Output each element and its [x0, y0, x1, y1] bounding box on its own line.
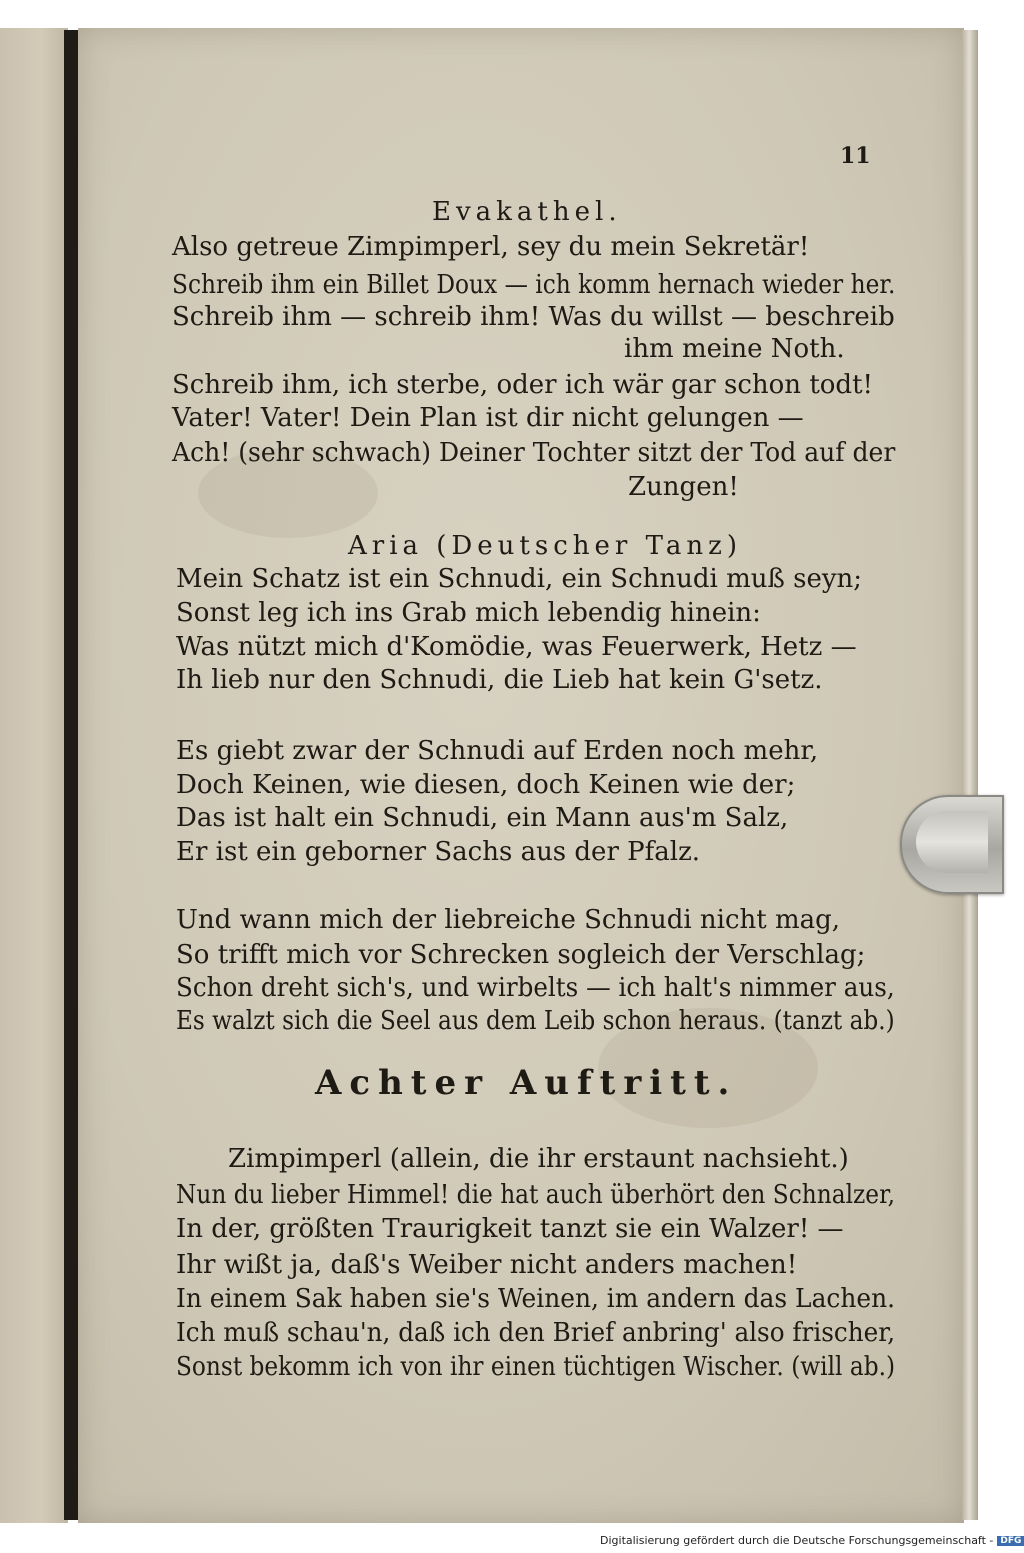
verse-line: Was nützt mich d'Komödie, was Feuerwerk, Hetz — — [176, 632, 857, 662]
verse-line: Er ist ein geborner Sachs aus der Pfalz. — [176, 837, 701, 867]
page-clip — [900, 795, 1004, 894]
page-edge — [962, 30, 978, 1520]
text-line: Also getreue Zimpimperl, sey du mein Sekretär! — [172, 232, 810, 262]
text-line: Vater! Vater! Dein Plan ist dir nicht gelungen — — [172, 403, 804, 433]
verse-line: So trifft mich vor Schrecken sogleich der Verschlag; — [176, 940, 866, 970]
verse-line: Es giebt zwar der Schnudi auf Erden noch mehr, — [176, 736, 819, 766]
verse-line: Und wann mich der liebreiche Schnudi nicht mag, — [176, 905, 841, 935]
verse-line: Es walzt sich die Seel aus dem Leib schon heraus. (tanzt ab.) — [176, 1006, 895, 1036]
text-line: Sonst bekomm ich von ihr einen tüchtigen Wischer. (will ab.) — [176, 1352, 896, 1382]
digitization-credit — [600, 1534, 1024, 1547]
text-line: In der, größten Traurigkeit tanzt sie ein Walzer! — — [176, 1214, 844, 1244]
text-line: Ich muß schau'n, daß ich den Brief anbring' also frischer, — [176, 1318, 896, 1348]
aria-title: Aria (Deutscher Tanz) — [348, 531, 742, 561]
credit-text: Digitalisierung gefördert durch die Deutsche Forschungsgemeinschaft - — [600, 1534, 994, 1547]
text-line: Ihr wißt ja, daß's Weiber nicht anders machen! — [176, 1250, 798, 1280]
left-page-edge — [0, 28, 68, 1523]
book-gutter — [64, 30, 78, 1520]
speaker-name: Evakathel. — [432, 197, 622, 227]
text-line: Nun du lieber Himmel! die hat auch überhört den Schnalzer, — [176, 1180, 896, 1210]
text-line: In einem Sak haben sie's Weinen, im andern das Lachen. — [176, 1284, 896, 1314]
verse-line: Doch Keinen, wie diesen, doch Keinen wie der; — [176, 770, 796, 800]
text-line: Schreib ihm, ich sterbe, oder ich wär gar schon todt! — [172, 370, 873, 400]
page-number: 11 — [840, 143, 871, 169]
text-line: ihm meine Noth. — [624, 334, 845, 364]
verse-line: Das ist halt ein Schnudi, ein Mann aus'm Salz, — [176, 803, 789, 833]
text-line: Ach! (sehr schwach) Deiner Tochter sitzt der Tod auf der — [172, 438, 896, 468]
verse-line: Mein Schatz ist ein Schnudi, ein Schnudi muß seyn; — [176, 564, 863, 594]
verse-line: Schon dreht sich's, und wirbelts — ich halt's nimmer aus, — [176, 973, 895, 1003]
speaker-name: Zimpimperl (allein, die ihr erstaunt nachsieht.) — [228, 1144, 849, 1174]
dfg-logo: DFG — [997, 1536, 1024, 1546]
text-line: Zungen! — [628, 472, 739, 502]
scene-heading: Achter Auftritt. — [315, 1063, 738, 1103]
text-line: Schreib ihm — schreib ihm! Was du willst — beschreib — [172, 302, 895, 332]
clip-highlight — [916, 811, 988, 873]
verse-line: Sonst leg ich ins Grab mich lebendig hinein: — [176, 598, 761, 628]
text-line: Schreib ihm ein Billet Doux — ich komm hernach wieder her. — [172, 270, 896, 300]
verse-line: Ih lieb nur den Schnudi, die Lieb hat kein G'setz. — [176, 665, 823, 695]
